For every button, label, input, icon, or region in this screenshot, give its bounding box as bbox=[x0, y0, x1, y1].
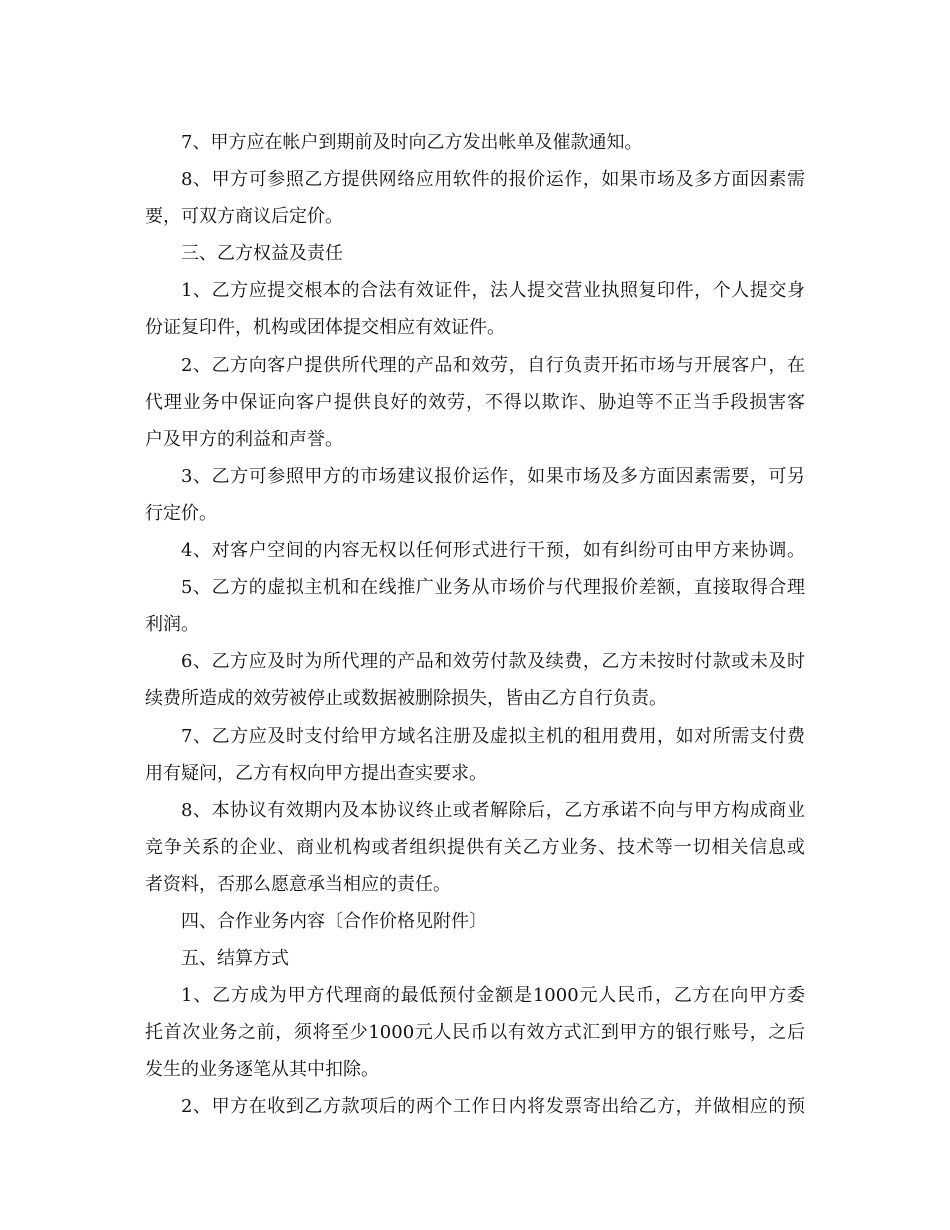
text-line: 竞争关系的企业、商业机构或者组织提供有关乙方业务、技术等一切相关信息或 bbox=[145, 836, 805, 858]
text-line: 发生的业务逐笔从其中扣除。 bbox=[145, 1059, 379, 1081]
document-body bbox=[145, 124, 805, 1126]
text-line: 续费所造成的效劳被停止或数据被删除损失，皆由乙方自行负责。 bbox=[145, 688, 667, 710]
text-line: 6、乙方应及时为所代理的产品和效劳付款及续费，乙方未按时付款或未及时 bbox=[181, 651, 805, 673]
text-line: 行定价。 bbox=[145, 502, 217, 524]
text-line: 8、甲方可参照乙方提供网络应用软件的报价运作，如果市场及多方面因素需 bbox=[181, 169, 805, 191]
section-heading: 五、结算方式 bbox=[181, 948, 289, 970]
section-heading: 四、合作业务内容〔合作价格见附件〕 bbox=[181, 910, 487, 932]
text-line: 7、甲方应在帐户到期前及时向乙方发出帐单及催款通知。 bbox=[181, 132, 643, 153]
text-line: 份证复印件，机构或团体提交相应有效证件。 bbox=[145, 317, 505, 339]
text-line: 1、乙方应提交根本的合法有效证件，法人提交营业执照复印件，个人提交身 bbox=[181, 280, 805, 302]
text-line: 1、乙方成为甲方代理商的最低预付金额是1000元人民币，乙方在向甲方委 bbox=[181, 985, 805, 1007]
text-line: 2、甲方在收到乙方款项后的两个工作日内将发票寄出给乙方，并做相应的预 bbox=[181, 1096, 805, 1118]
text-line: 7、乙方应及时支付给甲方域名注册及虚拟主机的租用费用，如对所需支付费 bbox=[181, 725, 805, 747]
text-line: 4、对客户空间的内容无权以任何形式进行干预，如有纠纷可由甲方来协调。 bbox=[181, 540, 805, 562]
text-line: 要，可双方商议后定价。 bbox=[145, 206, 343, 228]
text-line: 5、乙方的虚拟主机和在线推广业务从市场价与代理报价差额，直接取得合理 bbox=[181, 577, 805, 599]
text-line: 3、乙方可参照甲方的市场建议报价运作，如果市场及多方面因素需要，可另 bbox=[181, 465, 805, 487]
text-line: 户及甲方的利益和声誉。 bbox=[145, 428, 343, 450]
text-line: 用有疑问，乙方有权向甲方提出查实要求。 bbox=[145, 762, 487, 784]
text-line: 8、本协议有效期内及本协议终止或者解除后，乙方承诺不向与甲方构成商业 bbox=[181, 799, 805, 821]
section-heading: 三、乙方权益及责任 bbox=[181, 243, 343, 265]
text-line: 者资料，否那么愿意承当相应的责任。 bbox=[145, 873, 451, 895]
text-line: 托首次业务之前，须将至少1000元人民币以有效方式汇到甲方的银行账号，之后 bbox=[145, 1022, 805, 1044]
text-line: 2、乙方向客户提供所代理的产品和效劳，自行负责开拓市场与开展客户，在 bbox=[181, 354, 805, 376]
text-line: 代理业务中保证向客户提供良好的效劳，不得以欺诈、胁迫等不正当手段损害客 bbox=[145, 391, 805, 413]
text-line: 利润。 bbox=[145, 614, 199, 636]
